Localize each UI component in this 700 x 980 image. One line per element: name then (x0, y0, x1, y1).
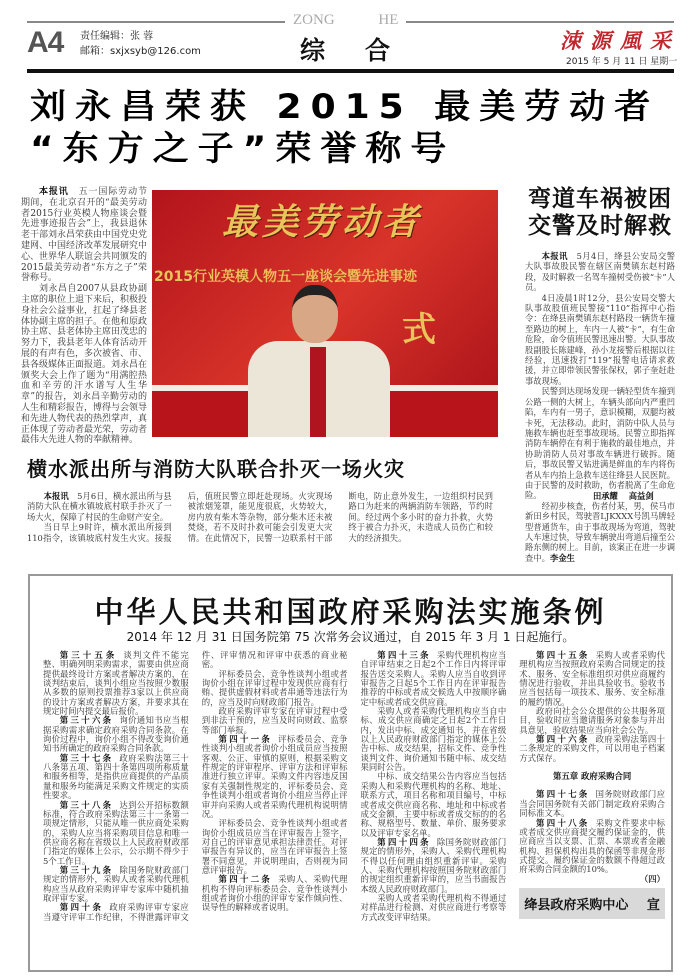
law-article: 第三十六条 询价通知书应当根据采购需求确定政府采购合同条款。在询价过程中，询价小组不得改变询价通知书所确定的政府采购合同条款。 (43, 715, 189, 754)
editor-email: 邮箱：sxjxsyb@126.com (80, 46, 201, 57)
law-article: 采购人或者采购代理机构不得通过对样品进行检测、对供应商进行考察等方式改变评审结果。 (360, 892, 507, 922)
law-article: 第四十四条 除国务院财政部门规定的情形外，采购人、采购代理机构不得以任何理由组织重新评审。采购人、采购代理机构按照国务院财政部门的规定组织重新评审的，应当书面报告本级人民政府财政部门。 (360, 836, 507, 894)
chapter-heading: 第五章 政府采购合同 (552, 771, 632, 782)
law-article: 第三十七条 政府采购法第三十八条第五项、第四十条第四项所称质量和服务相等，是指供应商提供的产品质量和服务均能满足采购文件规定的实质性要求。 (43, 752, 189, 801)
byline: 李金生 (549, 552, 575, 563)
law-article: 第三十五条 谈判文件不能完整、明确列明采购需求，需要由供应商提供最终设计方案或者解决方案的，在谈判结束后，谈判小组应当按照少数服从多数的原则投票推荐3家以上供应商的设计方案或者解决方案，并要求其在规定时间内提交最后报价。 (43, 650, 189, 717)
article-number: 第四十条 (59, 902, 104, 913)
law-body (43, 651, 665, 966)
paragraph: 民警到达现场发现一辆轻型货车撞到公路一侧的大树上，车辆头部向内严重凹陷，车内有一男子，意识模糊，双腿均被卡死，无法移动。此时，消防中队人员与施救车辆也赶至事故现场。民警立即指挥消防车辆停在有利于施救的最佳地点，并协助消防人员对事故车辆进行破拆。随后，事故民警又钻进满是鲜血的车内将伤者从车内抬上急救车送往绛县人民医院。由于民警的及时救助，伤者脱离了生命危险。 (525, 386, 675, 501)
article-number: 第三十八条 (59, 799, 114, 810)
article-number: 第三十九条 (59, 864, 114, 875)
law-article: 第三十八条 达到公开招标数额标准，符合政府采购法第三十一条第一项规定情形，只能从唯一供应商处采购的，采购人应当将采购项目信息和唯一供应商名称在省级以上人民政府财政部门指定的媒体上公示，公示期不得少于5个工作日。 (43, 799, 189, 866)
law-article: 中标、成交结果公告内容应当包括采购人和采购代理机构的名称、地址、联系方式，项目名称和项目编号，中标或者成交供应商名称、地址和中标或者成交金额，主要中标或者成交标的的名称、规格型号、数量、单价、服务要求以及评审专家名单。 (360, 771, 507, 838)
law-article: 第四十七条 国务院财政部门应当会同国务院有关部门制定政府采购合同标准文本。 (519, 789, 666, 819)
law-article: 评标委员会、竞争性谈判小组或者询价小组成员应当在评审报告上签字，对自己的评审意见承担法律责任。对评审报告有异议的，应当在评审报告上签署不同意见，并说明理由，否则视为同意评审报告。 (201, 818, 348, 875)
award-photo (152, 190, 498, 437)
section-title: 综合 (300, 36, 431, 65)
paragraph: 刘永昌自2007从县政协副主席的职位上退下来后，积极投身社会公益事业，扛起了绛县老体协副主席的担子。在他和原政协主席、县老体协主席田茂忠的努力下，我县老年人体育活动开展的有声有色，多次被省、市、县各级媒体正面报道。刘永昌在颁奖大会上作了题为“用满腔热血和辛劳的汗水谱写人生华章”的报告，刘永昌辛勤劳动的人生和精彩报告，博得与会领导和先进人物代表的热烈掌声，真正体现了劳动者最光荣，劳动者最伟大先进人物的奉献精神。 (21, 284, 148, 446)
paragraph: 经初步核查，伤者付某，男，侯马市新田乡村民，驾驶晋LJKXXX号凯马牌轻型普通货车，由于事故现场为弯道，驾驶人车速过快，导致车辆驶出弯道后撞至公路东侧的树上。目前，该案正在进一步调查中。李金生 (525, 500, 675, 563)
law-article: 第三十九条 除国务院财政部门规定的情形外，采购人或者采购代理机构应当从政府采购评审专家库中随机抽取评审专家。 (43, 864, 189, 903)
law-article: 第四十五条 采购人或者采购代理机构应当按照政府采购合同规定的技术、服务、安全标准组织对供应商履约情况进行验收，并出具验收书。验收书应当包括每一项技术、服务、安全标准的履约情况。 (519, 650, 666, 707)
article-number: 第三十五条 (59, 650, 118, 660)
headline-line1: 刘永昌荣获 2015 最美劳动者 (30, 87, 660, 127)
editor-name: 责任编辑：张 蓉 (80, 31, 154, 42)
fire-article-title: 横水派出所与消防大队联合扑灭一场火灾 (27, 457, 405, 481)
section-pinyin: ZONG HE (285, 12, 406, 29)
law-article: 第四十八条 采购文件要求中标或者成交供应商提交履约保证金的，供应商应当以支票、汇票、本票或者金融机构、担保机构出具的保函等非现金形式提交。履约保证金的数额不得超过政府采购合同金额的10%。 (519, 817, 666, 875)
law-subtitle: 2014 年 12 月 31 日国务院第 75 次常务会议通过，自 2015 年 3 月 1 日起施行。 (126, 630, 575, 644)
law-article: 第四十三条 采购代理机构应当自评审结束之日起2个工作日内将评审报告送交采购人。采购人应当自收到评审报告之日起5个工作日内在评审报告推荐的中标或者成交候选人中按顺序确定中标或者成交供应商。 (360, 650, 507, 707)
masthead-logo: 涑源風采 (560, 28, 680, 53)
article-number: 第三十七条 (59, 752, 114, 763)
article-number: 第四十一条 (218, 734, 273, 745)
editor-info (80, 29, 201, 59)
byline: 田承耀 高益剑 (592, 491, 654, 501)
photo-banner-subtitle: 2015行业英模人物五一座谈会暨先进事迹 (154, 269, 417, 285)
article-number: 第三十六条 (59, 715, 114, 726)
article-number: 第四十六条 (536, 734, 590, 745)
photo-person (248, 285, 390, 437)
paragraph: 4日凌晨1时12分，县公安局交警大队事故股值班民警接“110”指挥中心指令：在绛县南樊镇东赵村路段一辆货车撞至路边的树上，车内一人被“卡”，有生命危险，命令值班民警迅速出警。大队事故股副股长陈建峰，孙小龙接警后根据以往经验，迅速拨打“119”报警电话请求救援，并立即带领民警张保权，郭子奎赶赴事故现场。 (525, 292, 675, 386)
photo-banner-word: 式 (402, 310, 436, 350)
paragraph: 本报讯 五一国际劳动节期间，在北京召开的“最美劳动者2015行业英模人物座谈会暨先进事迹报告会”上，我县退休老干部刘永昌荣获由中国党史党建网、中国经济改革发展研究中心、世界华人联谊会共同颁发的2015最美劳动者“东方之子”荣誉称号。 (21, 187, 148, 284)
law-article: 政府向社会公众提供的公共服务项目，验收时应当邀请服务对象参与并出具意见，验收结果应当向社会公告。 (519, 706, 665, 735)
law-article: 评标委员会、竞争性谈判小组或者询价小组在评审过程中发现供应商有行贿、提供虚假材料或者串通等违法行为的，应当及时向财政部门报告。 (201, 668, 348, 707)
article-number: 第四十五条 (536, 650, 590, 660)
page-number: A4 (27, 26, 64, 59)
law-article: 第四十条 政府采购评审专家应当遵守评审工作纪律，不得泄露评审文件、评审情况和评审中获悉的商业秘密。 (43, 650, 348, 922)
law-article: 政府采购评审专家在评审过程中受到非法干预的，应当及时向财政、监察等部门举报。 (201, 706, 348, 735)
article-number: 第四十七条 (536, 789, 590, 800)
law-article: 第四十二条 采购人、采购代理机构不得向评标委员会、竞争性谈判小组或者询价小组的评审专家作倾向性、误导性的解释或者说明。 (201, 874, 348, 913)
header-divider (27, 69, 674, 73)
photo-banner-title: 最美劳动者 (222, 201, 423, 243)
traffic-article-title: 弯道车祸被困 交警及时解救 (528, 186, 672, 239)
issue-date: 2015 年 5 月 11 日 星期一 (566, 57, 678, 67)
installment-label: （四） (639, 873, 665, 884)
law-article: 第四十一条 评标委员会、竞争性谈判小组或者询价小组成员应当按照客观、公正、审慎的原则，根据采购文件规定的评审程序、评审方法和评审标准进行独立评审。采购文件内容违反国家有关强制性规定的，评标委员会、竞争性谈判小组或者询价小组应当停止评审并向采购人或者采购代理机构说明情况。 (201, 734, 348, 819)
article-number: 第四十二条 (218, 874, 273, 885)
sponsor-banner: 绛县政府采购中心 宣 (519, 888, 665, 919)
article-number: 第四十八条 (536, 817, 590, 828)
law-article: 第四十六条 政府采购法第四十二条规定的采购文件，可以用电子档案方式保存。 (519, 734, 666, 763)
paragraph: 当日早上9时许，横水派出所接到110指令，该镇坡底村发生火灾。接报后，值班民警立即赶赴现场。火灾现场被浓烟笼罩，能见度很底，火势较大，房内放有柴木等杂物，部分柴木还未被焚烧，若不及时扑救可能会引发更大灾情。在此情况下，民警一边联系村干部断电，防止意外发生，一边组织村民到路口为赶来的两辆消防车领路，节约时间。经过两个多小时的奋力扑救，火势终于被合力扑灭，未造成人员伤亡和较大的经济损失。 (27, 491, 493, 543)
headline-line2: “东方之子”荣誉称号 (30, 129, 456, 169)
law-title: 中华人民共和国政府采购法实施条例 (94, 595, 607, 629)
paragraph: 本报讯 5月6日，横水派出所与县消防大队在横水镇坡底村联手扑灭了一场大火，保障了村民的生命财产安全。 (27, 491, 172, 522)
law-article: 采购人或者采购代理机构应当自中标、成交供应商确定之日起2个工作日内，发出中标、成交通知书，并在省级以上人民政府财政部门指定的媒体上公告中标、成交结果，招标文件、竞争性谈判文件、询价通知书随中标、成交结果同时公告。 (360, 706, 507, 773)
article-number: 第四十三条 (377, 650, 431, 660)
article-number: 第四十四条 (377, 836, 431, 847)
paragraph: 本报讯 5月4日，绛县公安局交警大队事故股民警在辖区南樊镇东赵村路段，及时解救一名驾车撞树受伤被“卡”人员。 (525, 251, 675, 293)
main-article-body (21, 187, 147, 446)
traffic-article-body (525, 251, 675, 563)
